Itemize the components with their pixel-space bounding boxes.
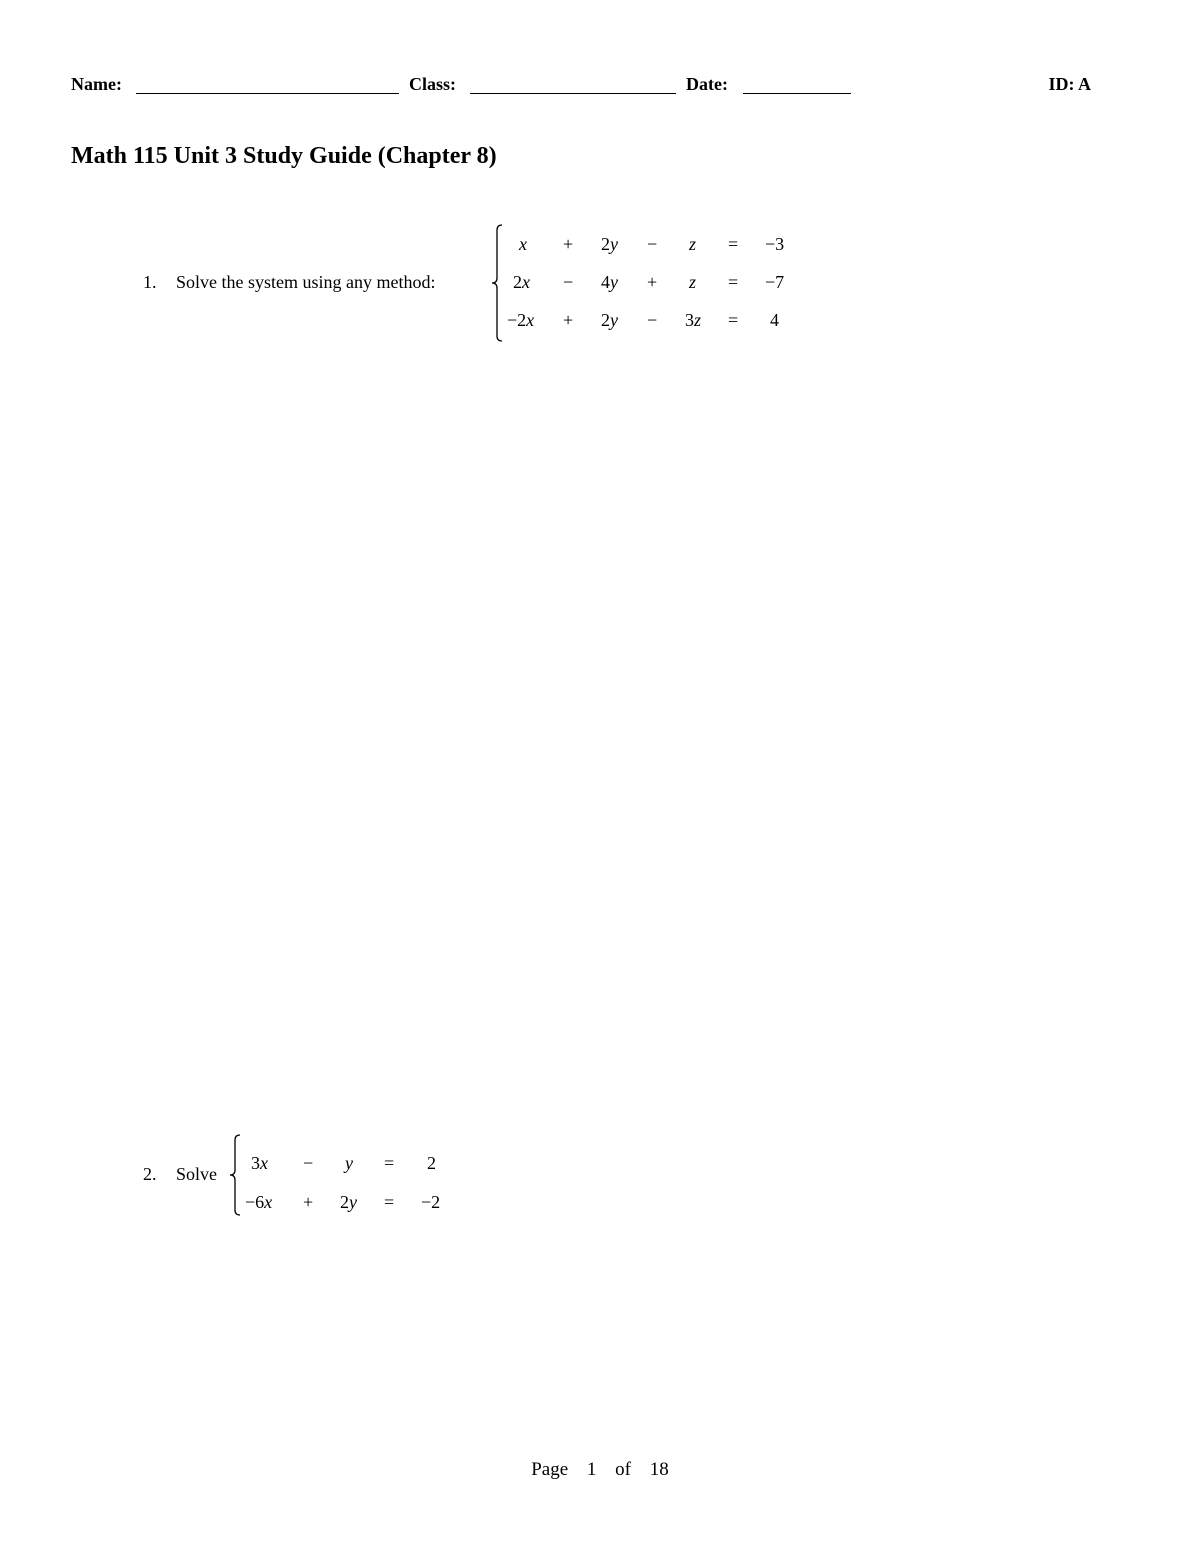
- equation-equals: =: [384, 1192, 395, 1212]
- class-label: Class:: [409, 74, 457, 94]
- equation-operator: +: [647, 272, 658, 292]
- equation-term: 4y: [601, 272, 618, 292]
- equation-operator: +: [303, 1192, 314, 1212]
- equation-operator: +: [563, 234, 574, 254]
- equation-term: y: [345, 1153, 353, 1173]
- equation-term: −6x: [245, 1192, 273, 1212]
- class-blank[interactable]: [470, 93, 676, 94]
- equation-operator: +: [563, 310, 574, 330]
- id-label: ID: A: [1048, 74, 1091, 94]
- equation-constant: 4: [770, 310, 779, 330]
- equation-term: 2x: [513, 272, 530, 292]
- equation-equals: =: [728, 234, 739, 254]
- page-word: Page: [531, 1459, 569, 1480]
- question-number: 1.: [143, 272, 157, 292]
- equation-equals: =: [384, 1153, 395, 1173]
- date-label: Date:: [686, 74, 728, 94]
- name-label: Name:: [71, 74, 122, 94]
- page-number: 1: [586, 1459, 597, 1480]
- equation-term: z: [689, 272, 697, 292]
- question-prompt: Solve: [176, 1164, 218, 1184]
- total-pages: 18: [649, 1459, 669, 1480]
- date-blank[interactable]: [743, 93, 851, 94]
- equation-term: −2x: [507, 310, 535, 330]
- student-info-header: [71, 74, 1091, 98]
- equation-term: 2y: [340, 1192, 357, 1212]
- equation-operator: −: [303, 1153, 314, 1173]
- left-brace-icon: [488, 224, 506, 342]
- name-blank[interactable]: [136, 93, 399, 94]
- question-number: 2.: [143, 1164, 157, 1184]
- equation-term: 2y: [601, 234, 618, 254]
- equation-equals: =: [728, 272, 739, 292]
- of-word: of: [615, 1459, 631, 1480]
- equation-operator: −: [563, 272, 574, 292]
- equation-equals: =: [728, 310, 739, 330]
- equation-term: x: [519, 234, 527, 254]
- equation-term: z: [689, 234, 697, 254]
- page-footer: [0, 1459, 1200, 1481]
- equation-term: 2y: [601, 310, 618, 330]
- left-brace-icon: [226, 1134, 244, 1216]
- equation-term: 3z: [685, 310, 702, 330]
- equation-operator: −: [647, 310, 658, 330]
- equation-constant: −7: [765, 272, 785, 292]
- question-prompt: Solve the system using any method:: [176, 272, 436, 292]
- equation-term: 3x: [251, 1153, 268, 1173]
- equation-constant: 2: [427, 1153, 436, 1173]
- equation-constant: −3: [765, 234, 785, 254]
- equation-operator: −: [647, 234, 658, 254]
- document-title: Math 115 Unit 3 Study Guide (Chapter 8): [71, 143, 497, 169]
- equation-constant: −2: [421, 1192, 441, 1212]
